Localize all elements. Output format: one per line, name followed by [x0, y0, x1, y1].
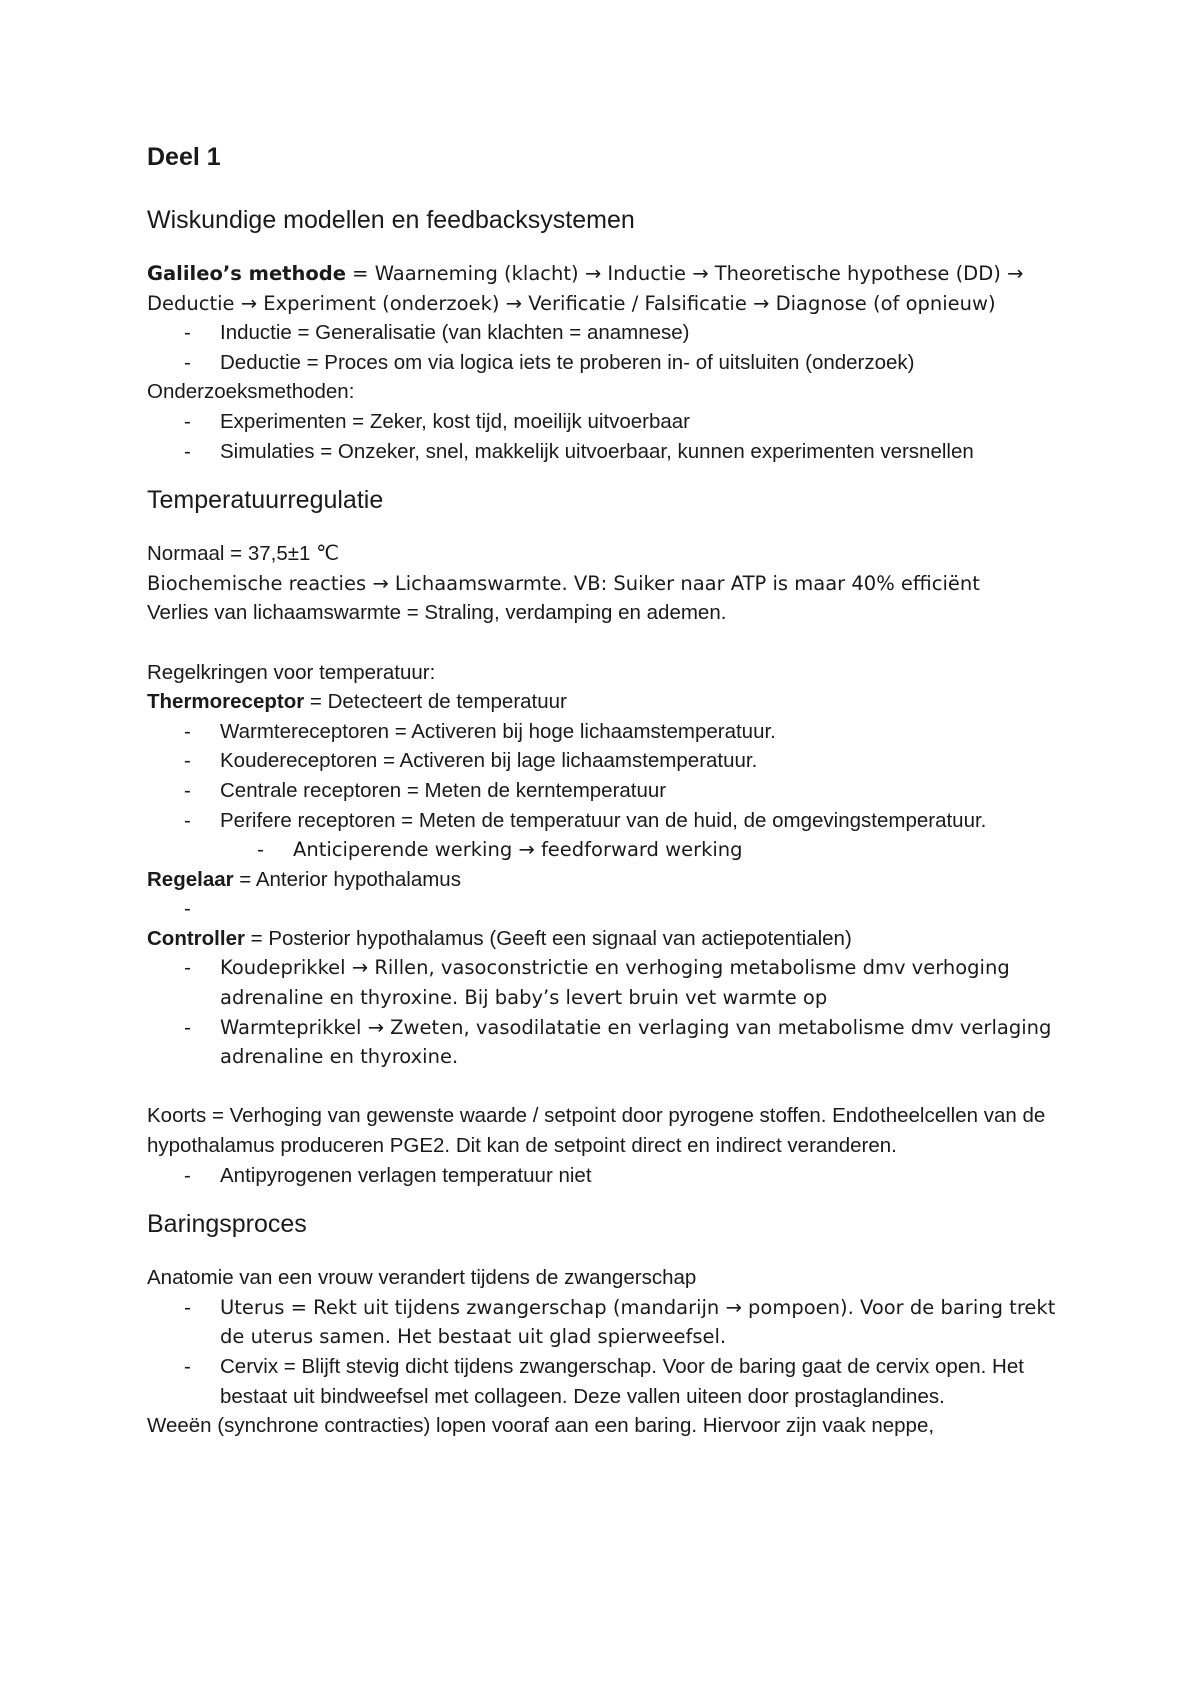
document-page	[147, 140, 1077, 1441]
controller-label: Controller	[147, 926, 245, 950]
list-item: - Deductie = Proces om via logica iets te proberen in- of uitsluiten (onderzoek)	[147, 348, 1077, 378]
thermoreceptor-text: = Detecteert de temperatuur	[304, 690, 567, 714]
empty-list-item	[147, 894, 1077, 924]
section-heading-birth: Baringsproces	[147, 1210, 307, 1239]
list-item: - Experimenten = Zeker, kost tijd, moeilijk uitvoerbaar	[147, 407, 1077, 437]
list-item: - Koudereceptoren = Activeren bij lage lichaamstemperatuur.	[147, 746, 1077, 776]
galileo-text: = Waarneming (klacht) → Inductie → Theoretische hypothese (DD) → Deductie → Experiment (onderzoek) → Verificatie / Falsificatie → Diagnose (of opnieuw)	[147, 262, 1024, 315]
thermoreceptor-line	[147, 687, 1077, 717]
list-item: - Warmteprikkel → Zweten, vasodilatatie en verlaging van metabolisme dmv verlaging adrenaline en thyroxine.	[147, 1013, 1077, 1072]
weeen-paragraph: Weeën (synchrone contracties) lopen vooraf aan een baring. Hiervoor zijn vaak neppe,	[147, 1414, 935, 1438]
loops-label: Regelkringen voor temperatuur:	[147, 660, 436, 684]
methods-bullets	[147, 407, 1077, 466]
list-item: - Perifere receptoren = Meten de temperatuur van de huid, de omgevingstemperatuur.	[147, 806, 1077, 836]
thermoreceptor-label: Thermoreceptor	[147, 690, 305, 714]
methods-label: Onderzoeksmethoden:	[147, 380, 355, 404]
section-heading-temperature: Temperatuurregulatie	[147, 486, 384, 515]
galileo-bullets	[147, 318, 1077, 377]
controller-line	[147, 924, 1077, 954]
regelaar-label: Regelaar	[147, 867, 234, 891]
regelaar-bullets	[147, 894, 1077, 924]
controller-text: = Posterior hypothalamus (Geeft een signaal van actiepotentialen)	[244, 926, 852, 950]
biochem-paragraph: Biochemische reacties → Lichaamswarmte. VB: Suiker naar ATP is maar 40% efficiënt	[147, 571, 980, 595]
list-item: - Inductie = Generalisatie (van klachten = anamnese)	[147, 318, 1077, 348]
list-item: - Antipyrogenen verlagen temperatuur niet	[147, 1161, 1077, 1191]
document-title: Deel 1	[147, 143, 221, 171]
list-item: - Simulaties = Onzeker, snel, makkelijk uitvoerbaar, kunnen experimenten versnellen	[147, 437, 1077, 467]
list-item: - Anticiperende werking → feedforward werking	[147, 835, 1077, 865]
list-item: - Warmtereceptoren = Activeren bij hoge lichaamstemperatuur.	[147, 717, 1077, 747]
galileo-paragraph	[147, 259, 1077, 318]
list-item: - Uterus = Rekt uit tijdens zwangerschap (mandarijn → pompoen). Voor de baring trekt de uterus samen. Het bestaat uit glad spierweefsel.	[147, 1293, 1077, 1352]
normal-temperature: Normaal = 37,5±1 ℃	[147, 542, 340, 566]
regelaar-text: = Anterior hypothalamus	[233, 867, 461, 891]
anatomy-bullets	[147, 1293, 1077, 1411]
section-heading-models: Wiskundige modellen en feedbacksystemen	[147, 206, 635, 234]
regelaar-line	[147, 865, 1077, 895]
list-item: - Centrale receptoren = Meten de kerntemperatuur	[147, 776, 1077, 806]
galileo-label: Galileo’s methode	[147, 262, 346, 285]
koorts-paragraph: Koorts = Verhoging van gewenste waarde / setpoint door pyrogene stoffen. Endotheelcellen van de hypothalamus produceren PGE2. Dit kan de setpoint direct en indirect veranderen.	[147, 1104, 1046, 1158]
list-item: - Cervix = Blijft stevig dicht tijdens zwangerschap. Voor de baring gaat de cervix open. Het bestaat uit bindweefsel met collageen. Deze vallen uiteen door prostaglandines.	[147, 1352, 1077, 1411]
heat-loss-paragraph: Verlies van lichaamswarmte = Straling, verdamping en ademen.	[147, 601, 727, 625]
koorts-bullets	[147, 1161, 1077, 1191]
list-item: - Koudeprikkel → Rillen, vasoconstrictie en verhoging metabolisme dmv verhoging adrenaline en thyroxine. Bij baby’s levert bruin vet warmte op	[147, 953, 1077, 1012]
controller-bullets	[147, 953, 1077, 1071]
thermoreceptor-bullets	[147, 717, 1077, 835]
anatomy-paragraph: Anatomie van een vrouw verandert tijdens de zwangerschap	[147, 1266, 697, 1290]
thermoreceptor-subbullets	[147, 835, 1077, 865]
